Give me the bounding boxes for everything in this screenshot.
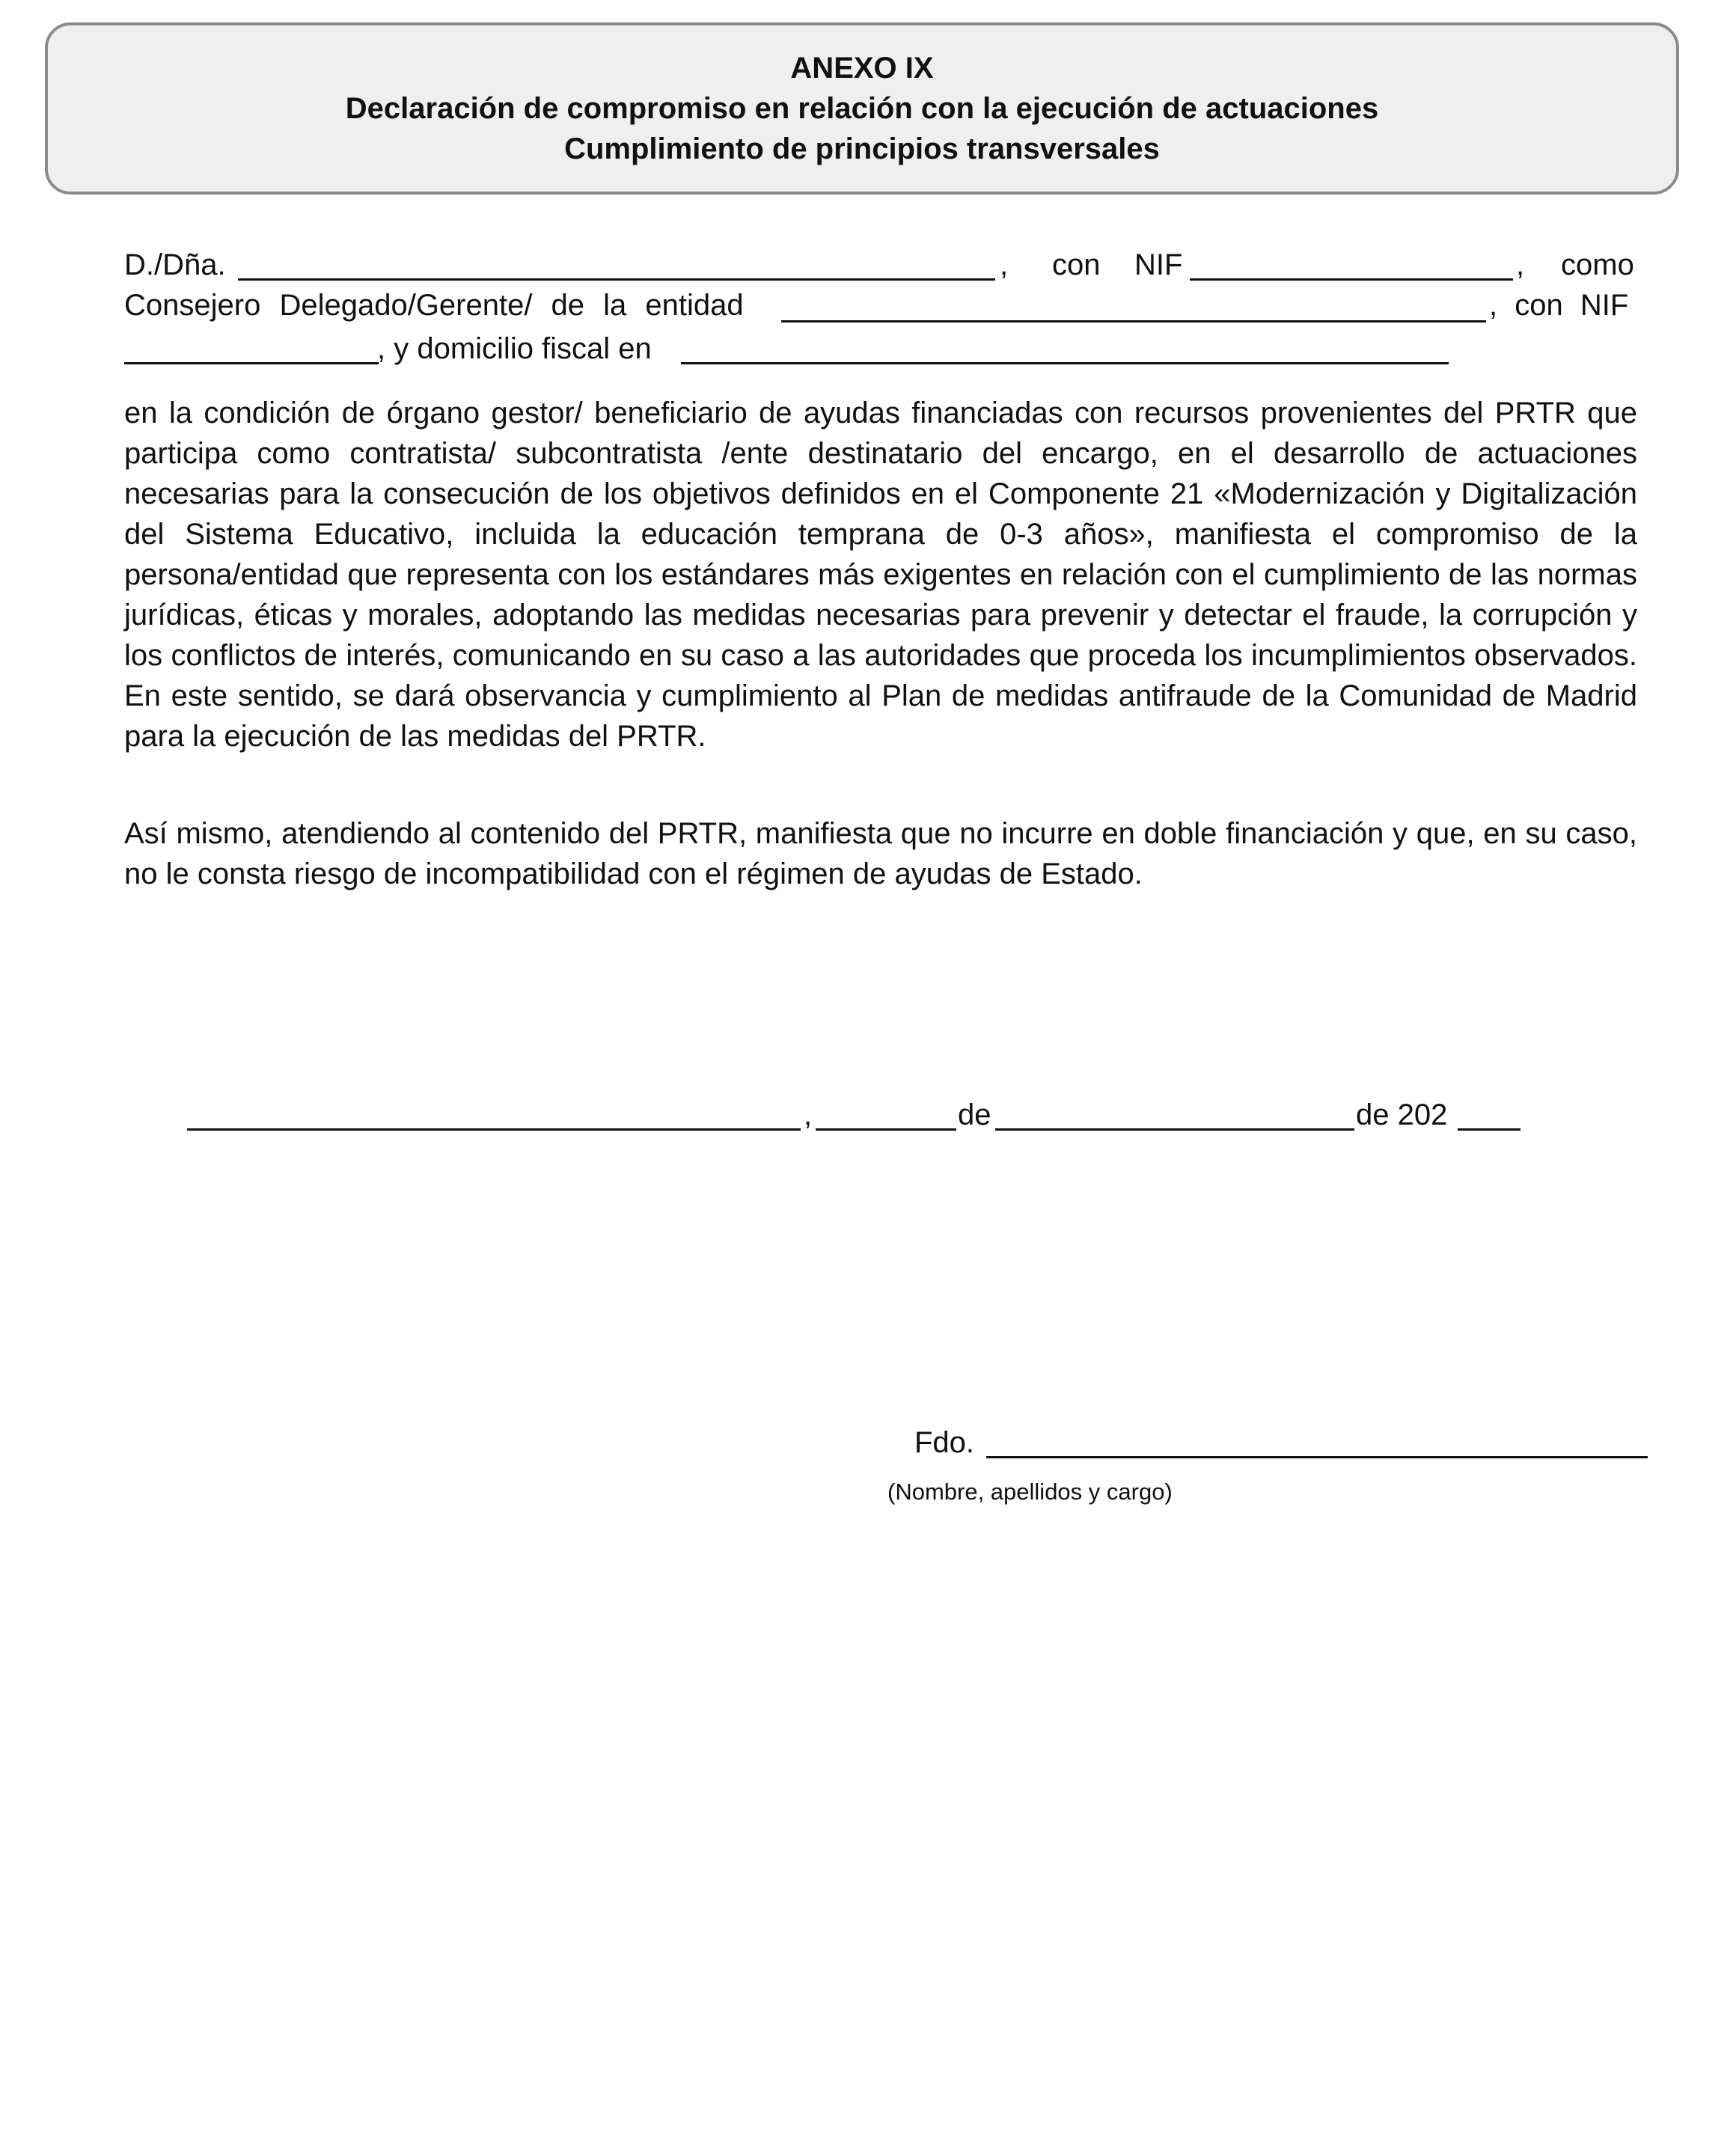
- comma-label: ,: [1000, 248, 1009, 281]
- de-label-1: de: [958, 1098, 991, 1131]
- comma-label-2: ,: [1516, 248, 1525, 281]
- con-nif-label: , con NIF: [1489, 289, 1629, 322]
- nif-fill-line[interactable]: [1190, 278, 1513, 281]
- header-box: [45, 22, 1679, 195]
- document-title: ANEXO IX: [790, 52, 934, 85]
- domicilio-label: , y domicilio fiscal en: [377, 332, 652, 365]
- name-fill-line[interactable]: [238, 278, 995, 281]
- domicilio-fill-line[interactable]: [681, 362, 1449, 364]
- entity-nif-fill-line[interactable]: [124, 362, 379, 364]
- dna-label: D./Dña.: [124, 248, 226, 281]
- signature-fill-line[interactable]: [986, 1456, 1648, 1458]
- fdo-label: Fdo.: [914, 1426, 975, 1459]
- document-subtitle-2: Cumplimiento de principios transversales: [564, 132, 1160, 165]
- entity-role-label: Consejero Delegado/Gerente/ de la entidad: [124, 289, 744, 322]
- commitment-paragraph: en la condición de órgano gestor/ beneficiario de ayudas financiadas con recursos provenientes del PRTR que participa como contratista/ subcontratista /ente destinatario del encargo, en el desarrollo de actuaciones necesarias para la consecución de los objetivos definidos en el Componente 21 «Modernización y Digitalización del Sistema Educativo, incluida la educación temprana de 0-3 años», manifiesta el compromiso de la persona/entidad que representa con los estándares más exigentes en relación con el cumplimiento de las normas jurídicas, éticas y morales, adoptando las medidas necesarias para prevenir y detectar el fraude, la corrupción y los conflictos de interés, comunicando en su caso a las autoridades que proceda los incumplimientos observados. En este sentido, se dará observancia y cumplimiento al Plan de medidas antifraude de la Comunidad de Madrid para la ejecución de las medidas del PRTR.: [124, 397, 1637, 753]
- place-fill-line[interactable]: [187, 1128, 801, 1131]
- entity-fill-line[interactable]: [781, 320, 1486, 322]
- con-label: con: [1052, 248, 1101, 281]
- signature-caption: (Nombre, apellidos y cargo): [887, 1479, 1173, 1505]
- year-fill-line[interactable]: [1458, 1128, 1520, 1131]
- como-label: como: [1561, 248, 1634, 281]
- day-fill-line[interactable]: [816, 1128, 956, 1131]
- de-label-2: de 202: [1356, 1098, 1448, 1131]
- nif-label: NIF: [1134, 248, 1183, 281]
- financing-paragraph: Así mismo, atendiendo al contenido del PRTR, manifiesta que no incurre en doble financiación y que, en su caso, no le consta riesgo de incompatibilidad con el régimen de ayudas de Estado.: [124, 817, 1637, 890]
- document-subtitle: Declaración de compromiso en relación con la ejecución de actuaciones: [345, 92, 1379, 125]
- date-comma: ,: [804, 1098, 813, 1131]
- month-fill-line[interactable]: [995, 1128, 1354, 1131]
